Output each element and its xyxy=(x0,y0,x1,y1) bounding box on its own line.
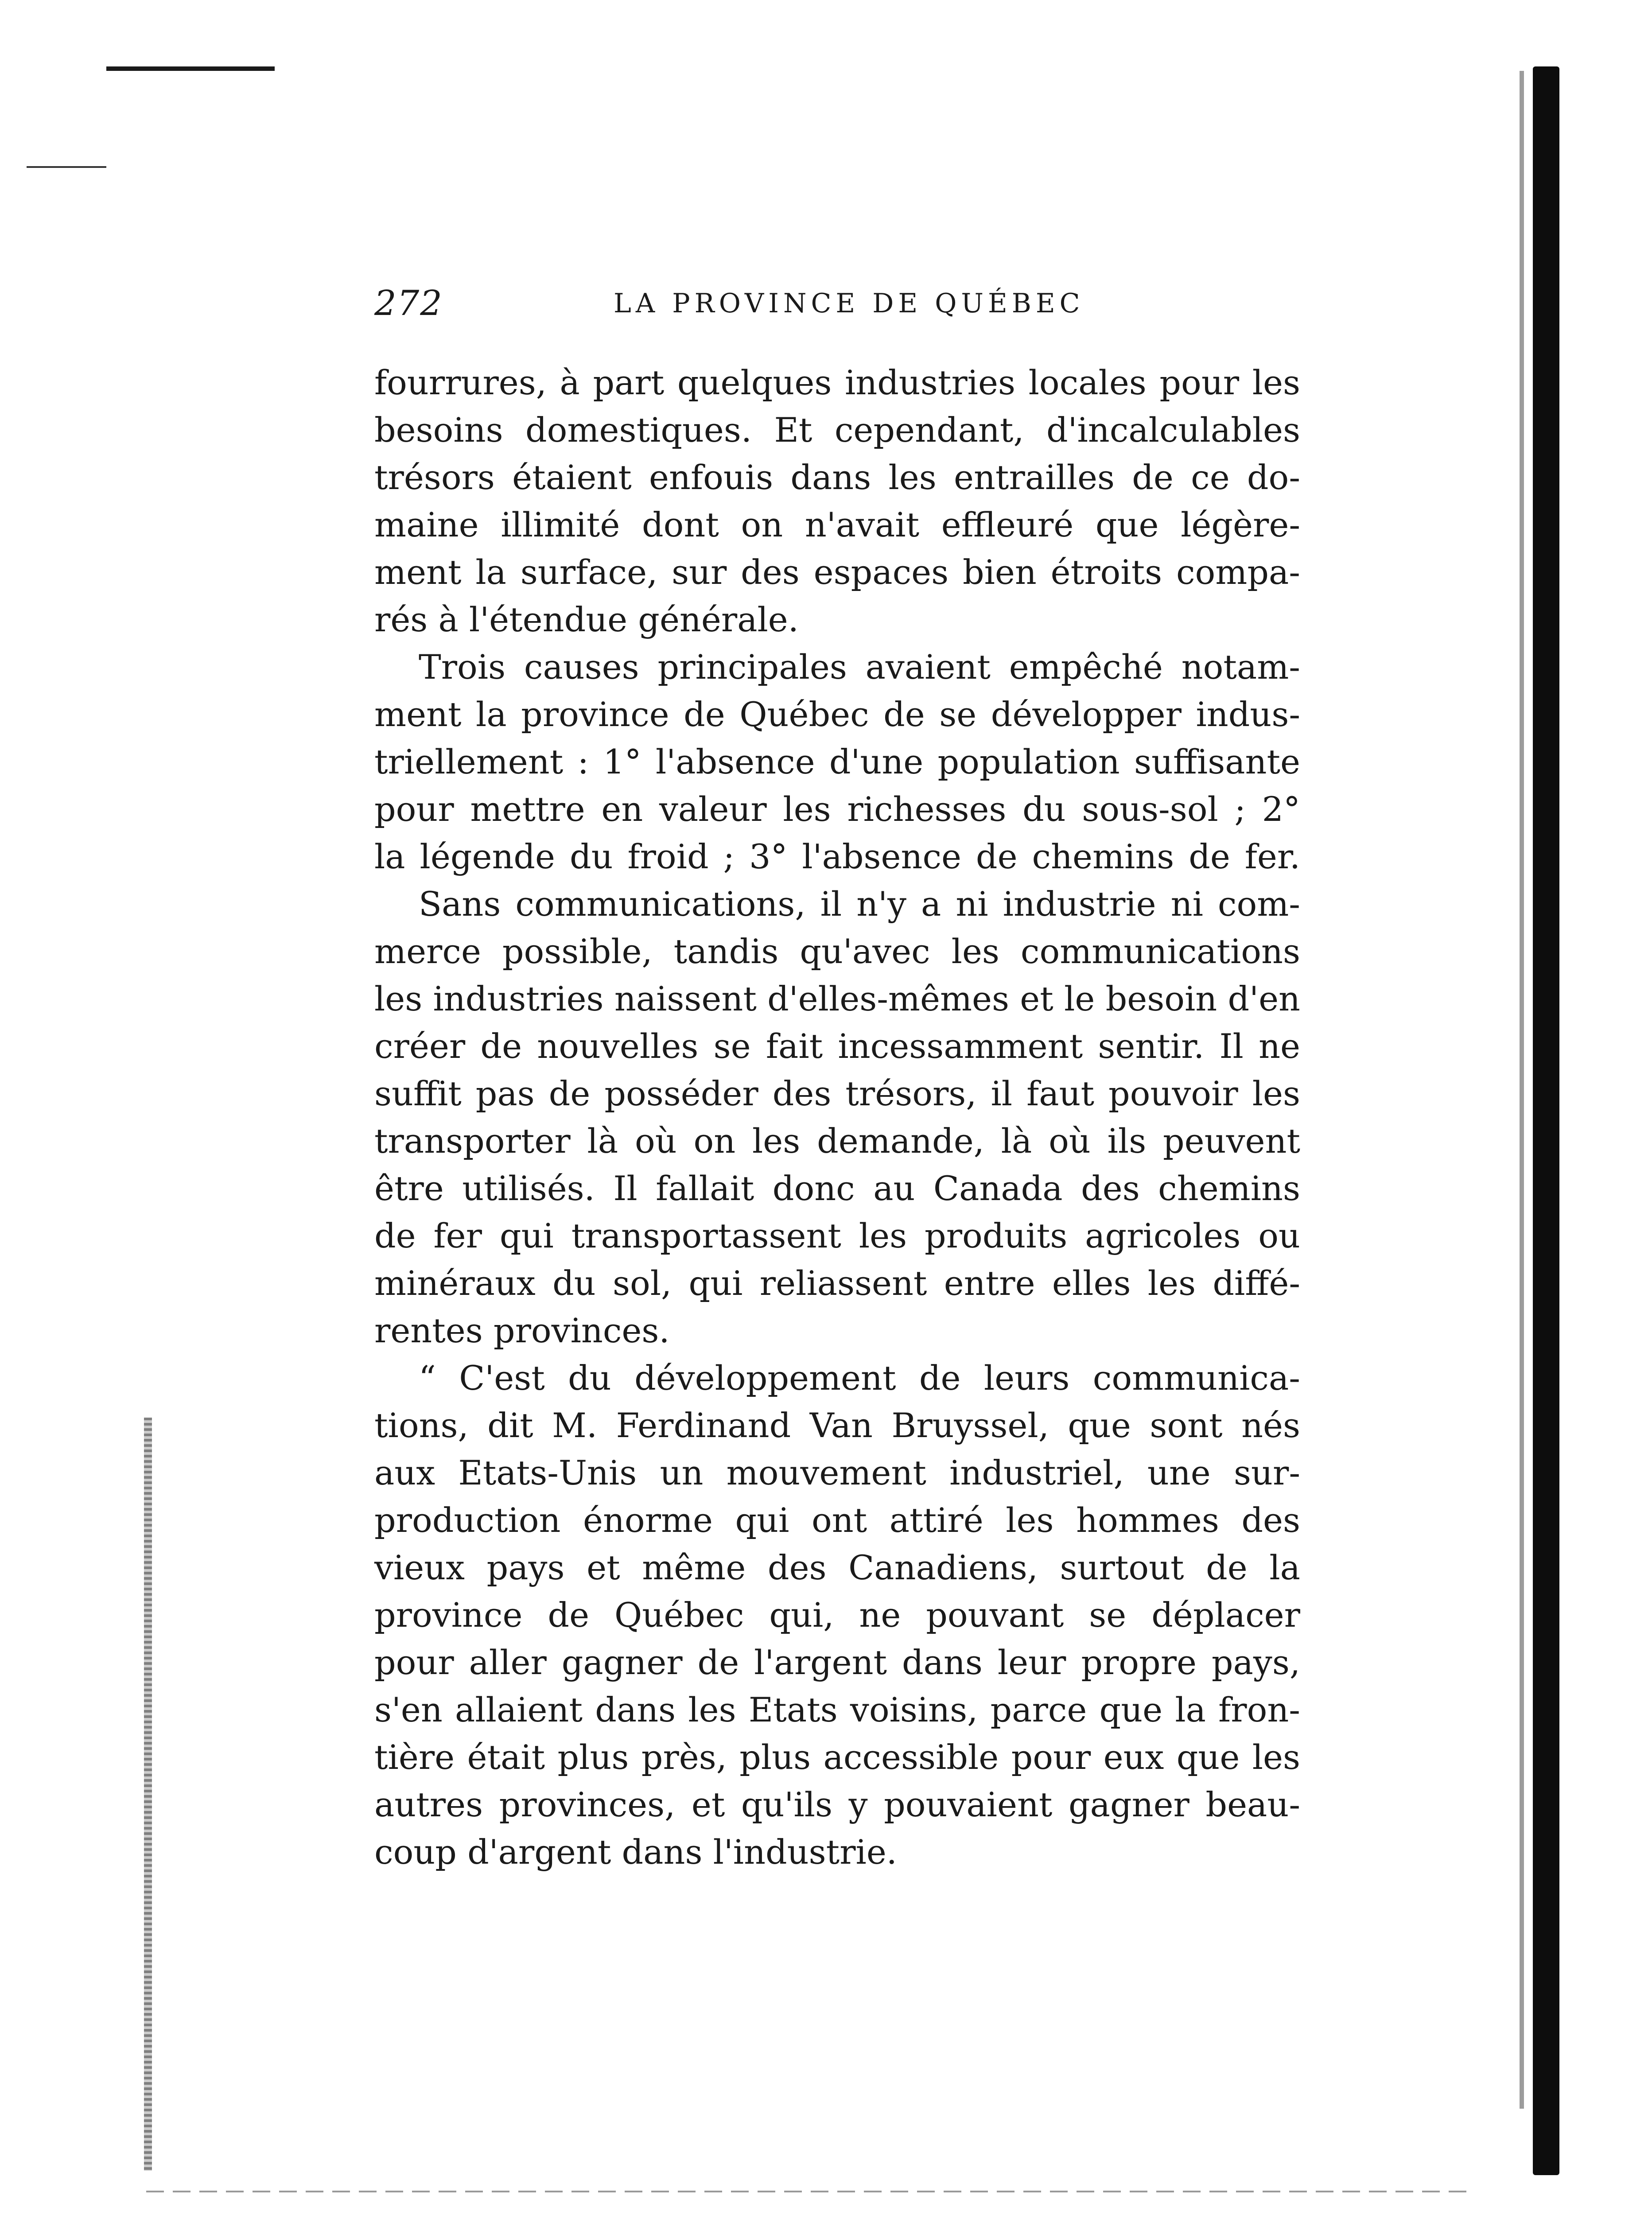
text-line: province de Québec qui, ne pouvant se déplacer xyxy=(374,1595,1300,1635)
text-line: Sans communications, il n'y a ni industrie ni com- xyxy=(419,884,1300,924)
text-line: ment la province de Québec de se développer indus- xyxy=(374,695,1300,734)
text-line: Trois causes principales avaient empêché notam- xyxy=(419,647,1300,687)
text-line: pour mettre en valeur les richesses du sous-sol ; 2° xyxy=(374,789,1300,829)
text-line: rentes provinces. xyxy=(374,1311,670,1350)
text-line: autres provinces, et qu'ils y pouvaient gagner beau- xyxy=(374,1785,1300,1824)
scan-artifact-right-shadow xyxy=(1520,71,1524,2109)
text-line: merce possible, tandis qu'avec les communications xyxy=(374,932,1300,971)
text-line: créer de nouvelles se fait incessamment sentir. Il ne xyxy=(374,1026,1300,1066)
text-line: minéraux du sol, qui reliassent entre elles les diffé- xyxy=(374,1263,1300,1303)
text-line: pour aller gagner de l'argent dans leur propre pays, xyxy=(374,1643,1300,1682)
scan-artifact-top-left xyxy=(106,66,275,71)
text-line: rés à l'étendue générale. xyxy=(374,600,799,639)
scan-artifact-left-rule xyxy=(27,166,106,168)
text-line: tière était plus près, plus accessible pour eux que les xyxy=(374,1737,1300,1777)
text-line: “ C'est du développement de leurs communica- xyxy=(419,1358,1300,1398)
text-line: besoins domestiques. Et cependant, d'incalculables xyxy=(374,410,1300,450)
text-line: coup d'argent dans l'industrie. xyxy=(374,1832,897,1872)
running-head xyxy=(374,284,1300,337)
text-line: ment la surface, sur des espaces bien étroits compa- xyxy=(374,552,1300,592)
text-line: production énorme qui ont attiré les hommes des xyxy=(374,1500,1300,1540)
running-title: LA PROVINCE DE QUÉBEC xyxy=(614,288,1084,319)
text-line: de fer qui transportassent les produits agricoles ou xyxy=(374,1216,1300,1255)
text-line: tions, dit M. Ferdinand Van Bruyssel, que sont nés xyxy=(374,1406,1300,1445)
text-line: fourrures, à part quelques industries locales pour les xyxy=(374,363,1300,402)
body-text xyxy=(374,359,1300,1876)
text-line: transporter là où on les demande, là où ils peuvent xyxy=(374,1121,1300,1161)
text-line: s'en allaient dans les Etats voisins, parce que la fron- xyxy=(374,1690,1300,1729)
text-line: être utilisés. Il fallait donc au Canada des chemins xyxy=(374,1169,1300,1208)
text-line: les industries naissent d'elles-mêmes et le besoin d'en xyxy=(374,979,1300,1018)
scan-artifact-right-edge xyxy=(1533,66,1559,2175)
text-line: vieux pays et même des Canadiens, surtout de la xyxy=(374,1548,1300,1587)
text-line: trésors étaient enfouis dans les entrailles de ce do- xyxy=(374,458,1300,497)
text-line: la légende du froid ; 3° l'absence de chemins de fer. xyxy=(374,837,1300,876)
text-line: triellement : 1° l'absence d'une population suffisante xyxy=(374,742,1300,781)
text-line: suffit pas de posséder des trésors, il faut pouvoir les xyxy=(374,1074,1300,1113)
scan-artifact-left-edge xyxy=(144,1418,152,2171)
page-number: 272 xyxy=(374,284,443,323)
scan-artifact-bottom xyxy=(146,2191,1475,2192)
text-line: aux Etats-Unis un mouvement industriel, une sur- xyxy=(374,1453,1300,1492)
text-line: maine illimité dont on n'avait effleuré que légère- xyxy=(374,505,1300,544)
